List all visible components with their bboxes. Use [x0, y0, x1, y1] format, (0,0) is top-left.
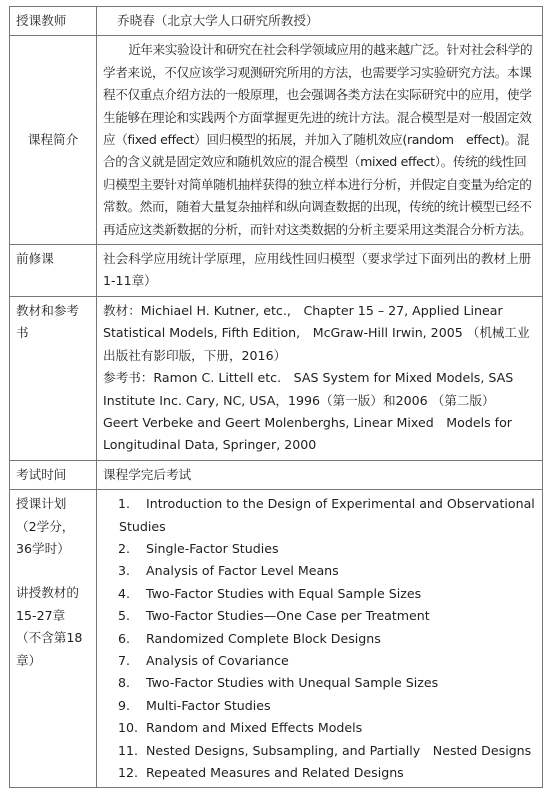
textbook-ref2: Geert Verbeke and Geert Molenberghs, Linear Mixed Models for Longitudinal Data, Springer, 2000: [103, 414, 512, 453]
prereq-label: 前修课: [10, 245, 97, 297]
plan-item-text: Analysis of Factor Level Means: [146, 563, 339, 579]
plan-item-number: 11.: [118, 742, 139, 758]
plan-item-number: 7.: [118, 652, 131, 668]
textbook-main: 教材：Michiael H. Kutner, etc., Chapter 15 – 27, Applied Linear Statistical Models, Fifth Edition, McGraw-Hill Irwin, 2005 （机械工业出版社有影印版，下册，2016）: [103, 302, 530, 363]
plan-list: [103, 493, 536, 784]
plan-item-text: Multi-Factor Studies: [146, 697, 271, 713]
intro-label: 课程简介: [10, 36, 97, 245]
plan-item-number: 9.: [118, 697, 131, 713]
exam-label: 考试时间: [10, 460, 97, 489]
plan-item-number: 6.: [118, 630, 131, 646]
plan-item-text: Two-Factor Studies with Unequal Sample Sizes: [146, 675, 439, 691]
row-teacher: [10, 7, 543, 36]
plan-item-text: Repeated Measures and Related Designs: [146, 765, 404, 780]
plan-item-text: Analysis of Covariance: [146, 652, 289, 668]
plan-item: [103, 605, 536, 627]
plan-label-title: 授课计划: [16, 496, 67, 512]
plan-item-text: Two-Factor Studies—One Case per Treatment: [146, 608, 430, 624]
prereq-value: 社会科学应用统计学原理，应用线性回归模型（要求学过下面列出的教材上册1-11章）: [97, 245, 543, 297]
plan-item: [103, 672, 536, 694]
textbook-ref1: 参考书：Ramon C. Littell etc. SAS System for Mixed Models, SAS Institute Inc. Cary, NC, USA，1996（第一版）和2006 （第二版）: [103, 370, 514, 408]
row-intro: [10, 36, 543, 245]
intro-value: 近年来实验设计和研究在社会科学领域应用的越来越广泛。针对社会科学的学者来说，不仅应该学习观测研究所用的方法，也需要学习实验研究方法。本课程不仅重点介绍方法的一般原理，也会强调各类方法在实际研究中的应用，使学生能够在理论和实践两个方面掌握更先进的统计方法。混合模型是对一般固定效应（fixed effect）回归模型的拓展，并加入了随机效应(random effect)。混合的含义就是固定效应和随机效应的混合模型（mixed effect）。传统的线性回归模型主要针对简单随机抽样获得的独立样本进行分析，并假定自变量为给定的常数。然而，随着大量复杂抽样和纵向调查数据的出现，传统的统计模型已经不再适应这类新数据的分析，而针对这类数据的分析主要采用这类混合分析方法。: [97, 36, 543, 245]
plan-item-number: 4.: [118, 585, 131, 601]
row-textbook: [10, 296, 543, 460]
row-exam: [10, 460, 543, 489]
teacher-label: 授课教师: [10, 7, 97, 36]
plan-item-text: Random and Mixed Effects Models: [146, 720, 363, 736]
plan-item: [103, 538, 536, 560]
plan-item-number: 3.: [118, 563, 131, 579]
plan-item: [103, 740, 536, 762]
plan-item: [103, 762, 536, 784]
course-info-table: [9, 6, 543, 788]
plan-label-exclude: （不含第18章）: [16, 630, 83, 668]
plan-item-number: 10.: [118, 720, 139, 736]
plan-item-number: 1.: [118, 496, 131, 512]
plan-item: [103, 493, 536, 538]
textbook-value: [97, 296, 543, 460]
row-prereq: [10, 245, 543, 297]
plan-item-number: 12.: [118, 765, 139, 780]
plan-value: [97, 490, 543, 788]
plan-item: [103, 628, 536, 650]
plan-item-number: 2.: [118, 540, 131, 556]
teacher-value: 乔晓春（北京大学人口研究所教授）: [97, 7, 543, 36]
plan-item-number: 8.: [118, 675, 131, 691]
plan-item-text: Single-Factor Studies: [146, 540, 279, 556]
plan-item-text: Randomized Complete Block Designs: [146, 630, 381, 646]
textbook-label: 教材和参考书: [10, 296, 97, 460]
plan-label-chapters: 讲授教材的15-27章: [16, 585, 79, 623]
exam-value: 课程学完后考试: [97, 460, 543, 489]
plan-item: [103, 583, 536, 605]
plan-item: [103, 717, 536, 739]
plan-item: [103, 560, 536, 582]
plan-item-text: Two-Factor Studies with Equal Sample Sizes: [146, 585, 422, 601]
plan-item-text: Nested Designs, Subsampling, and Partially Nested Designs: [146, 742, 532, 758]
plan-label-spacer: [16, 560, 90, 582]
plan-item-number: 5.: [118, 608, 131, 624]
plan-item: [103, 695, 536, 717]
plan-item: [103, 650, 536, 672]
row-plan: [10, 490, 543, 788]
plan-label: [10, 490, 97, 788]
plan-item-text: Introduction to the Design of Experimental and Observational Studies: [119, 496, 535, 534]
plan-label-credits: （2学分，36学时）: [16, 518, 75, 556]
